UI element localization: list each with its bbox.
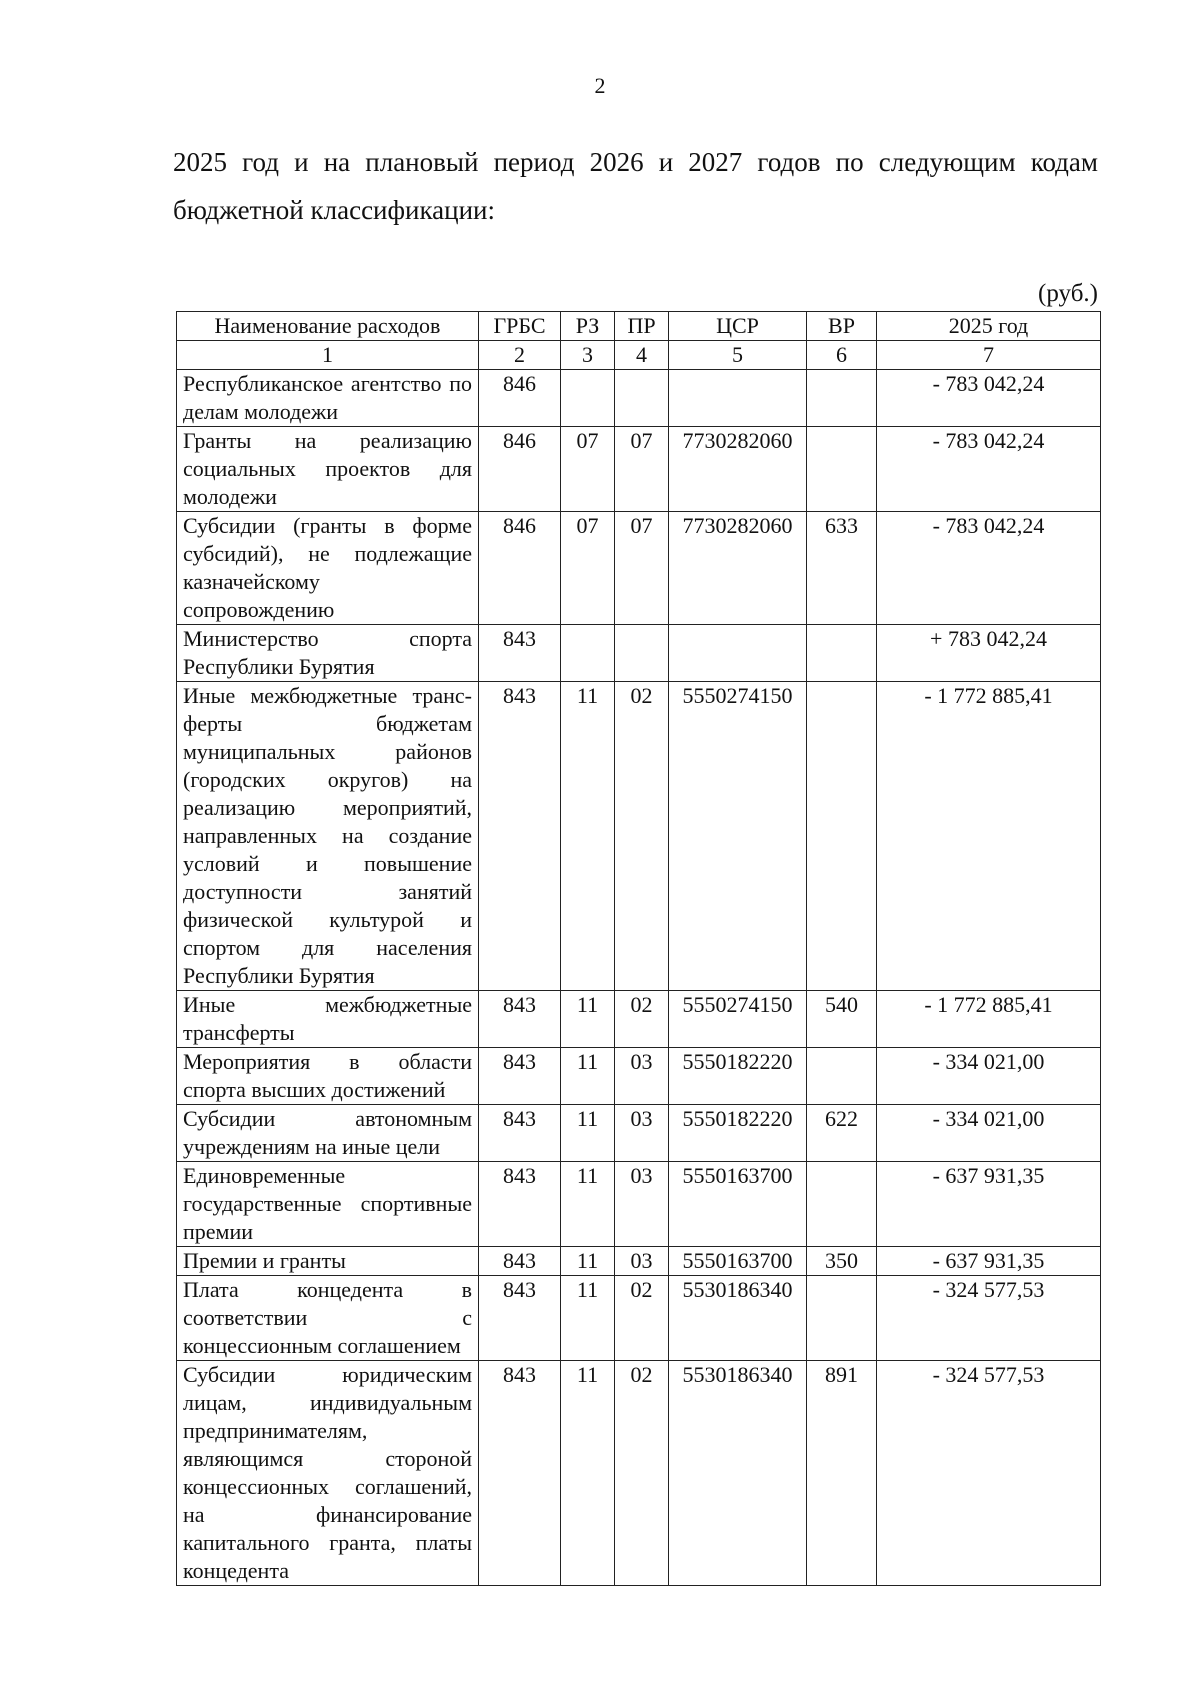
cell-amount: - 783 042,24 [877, 512, 1101, 625]
cell-rz: 07 [561, 512, 615, 625]
cell-expense-name: Министерство спорта Республики Бурятия [177, 625, 479, 682]
cell-pr [615, 370, 669, 427]
cell-csr: 7730282060 [669, 512, 807, 625]
cell-amount: - 637 931,35 [877, 1162, 1101, 1247]
cell-csr: 5550182220 [669, 1048, 807, 1105]
cell-amount: - 334 021,00 [877, 1048, 1101, 1105]
cell-grbs: 843 [479, 1361, 561, 1586]
cell-vr: 622 [807, 1105, 877, 1162]
header-row [177, 312, 1101, 341]
cell-rz: 11 [561, 1361, 615, 1586]
cell-csr: 5550274150 [669, 682, 807, 991]
table-row [177, 625, 1101, 682]
cell-rz: 11 [561, 1276, 615, 1361]
cell-pr [615, 625, 669, 682]
cell-grbs: 843 [479, 1276, 561, 1361]
cell-grbs: 843 [479, 1048, 561, 1105]
cell-vr: 350 [807, 1247, 877, 1276]
cell-vr [807, 427, 877, 512]
cell-expense-name: Субсидии автономным учреждениям на иные цели [177, 1105, 479, 1162]
header-pr: ПР [615, 312, 669, 341]
cell-pr: 03 [615, 1162, 669, 1247]
intro-paragraph: 2025 год и на плановый период 2026 и 2027 годов по следующим кодам бюджетной классификации: [173, 147, 1098, 225]
cell-expense-name: Гранты на реализацию социальных проектов для молодежи [177, 427, 479, 512]
cell-amount: - 324 577,53 [877, 1276, 1101, 1361]
cell-rz: 07 [561, 427, 615, 512]
cell-amount: - 783 042,24 [877, 370, 1101, 427]
cell-grbs: 843 [479, 1247, 561, 1276]
cell-pr: 02 [615, 1276, 669, 1361]
cell-pr: 07 [615, 427, 669, 512]
cell-rz: 11 [561, 1247, 615, 1276]
cell-expense-name: Иные межбюджетные трансферты [177, 991, 479, 1048]
cell-grbs: 843 [479, 625, 561, 682]
cell-expense-name: Мероприятия в области спорта высших достижений [177, 1048, 479, 1105]
table-row [177, 370, 1101, 427]
cell-grbs: 843 [479, 682, 561, 991]
cell-csr: 5550163700 [669, 1247, 807, 1276]
cell-vr [807, 370, 877, 427]
cell-expense-name: Субсидии юридическим лицам, индивидуальным предпринимателям, являющимся стороной концессионных соглашений, на финансирование капитального гранта, платы концедента [177, 1361, 479, 1586]
cell-csr: 5530186340 [669, 1276, 807, 1361]
column-number-row [177, 341, 1101, 370]
table-row [177, 1048, 1101, 1105]
cell-grbs: 843 [479, 991, 561, 1048]
cell-amount: - 1 772 885,41 [877, 682, 1101, 991]
column-number: 3 [561, 341, 615, 370]
cell-pr: 07 [615, 512, 669, 625]
cell-rz [561, 625, 615, 682]
header-name: Наименование расходов [177, 312, 479, 341]
cell-csr: 7730282060 [669, 427, 807, 512]
table-body [177, 370, 1101, 1586]
cell-expense-name: Иные межбюджетные транс-ферты бюджетам муниципальных районов (городских округов) на реализацию мероприятий, направленных на создание условий и повышение доступности занятий физической культурой и спортом для населения Республики Бурятия [177, 682, 479, 991]
table-row [177, 1247, 1101, 1276]
cell-grbs: 846 [479, 370, 561, 427]
cell-rz: 11 [561, 1105, 615, 1162]
cell-rz: 11 [561, 1048, 615, 1105]
cell-amount: - 1 772 885,41 [877, 991, 1101, 1048]
column-number: 7 [877, 341, 1101, 370]
cell-rz: 11 [561, 682, 615, 991]
header-amount: 2025 год [877, 312, 1101, 341]
column-number: 4 [615, 341, 669, 370]
cell-vr: 540 [807, 991, 877, 1048]
column-number: 1 [177, 341, 479, 370]
cell-amount: - 324 577,53 [877, 1361, 1101, 1586]
cell-pr: 03 [615, 1048, 669, 1105]
cell-rz: 11 [561, 991, 615, 1048]
header-csr: ЦСР [669, 312, 807, 341]
cell-grbs: 846 [479, 512, 561, 625]
header-vr: ВР [807, 312, 877, 341]
cell-csr [669, 370, 807, 427]
cell-csr: 5530186340 [669, 1361, 807, 1586]
cell-expense-name: Единовременные государственные спортивные премии [177, 1162, 479, 1247]
cell-grbs: 843 [479, 1162, 561, 1247]
cell-vr [807, 625, 877, 682]
cell-pr: 02 [615, 1361, 669, 1586]
cell-csr: 5550274150 [669, 991, 807, 1048]
cell-csr: 5550163700 [669, 1162, 807, 1247]
cell-rz: 11 [561, 1162, 615, 1247]
cell-vr: 891 [807, 1361, 877, 1586]
header-grbs: ГРБС [479, 312, 561, 341]
cell-pr: 02 [615, 682, 669, 991]
table-row [177, 991, 1101, 1048]
cell-vr [807, 1048, 877, 1105]
column-number: 6 [807, 341, 877, 370]
cell-amount: - 334 021,00 [877, 1105, 1101, 1162]
cell-grbs: 846 [479, 427, 561, 512]
table-row [177, 682, 1101, 991]
cell-csr [669, 625, 807, 682]
table-row [177, 1276, 1101, 1361]
table-row [177, 427, 1101, 512]
cell-pr: 03 [615, 1247, 669, 1276]
table-row [177, 1105, 1101, 1162]
table-row [177, 1162, 1101, 1247]
unit-label: (руб.) [1038, 280, 1098, 307]
cell-expense-name: Премии и гранты [177, 1247, 479, 1276]
table-row [177, 1361, 1101, 1586]
header-rz: РЗ [561, 312, 615, 341]
table-row [177, 512, 1101, 625]
cell-pr: 02 [615, 991, 669, 1048]
cell-rz [561, 370, 615, 427]
cell-vr [807, 1276, 877, 1361]
page-number: 2 [594, 73, 606, 98]
column-number: 5 [669, 341, 807, 370]
cell-amount: - 783 042,24 [877, 427, 1101, 512]
cell-csr: 5550182220 [669, 1105, 807, 1162]
cell-amount: + 783 042,24 [877, 625, 1101, 682]
budget-table [176, 311, 1101, 1586]
cell-vr: 633 [807, 512, 877, 625]
cell-vr [807, 1162, 877, 1247]
column-number: 2 [479, 341, 561, 370]
cell-expense-name: Республиканское агентство по делам молодежи [177, 370, 479, 427]
cell-expense-name: Субсидии (гранты в форме субсидий), не подлежащие казначейскому сопровождению [177, 512, 479, 625]
cell-vr [807, 682, 877, 991]
cell-grbs: 843 [479, 1105, 561, 1162]
cell-expense-name: Плата концедента в соответствии с концессионным соглашением [177, 1276, 479, 1361]
cell-pr: 03 [615, 1105, 669, 1162]
cell-amount: - 637 931,35 [877, 1247, 1101, 1276]
